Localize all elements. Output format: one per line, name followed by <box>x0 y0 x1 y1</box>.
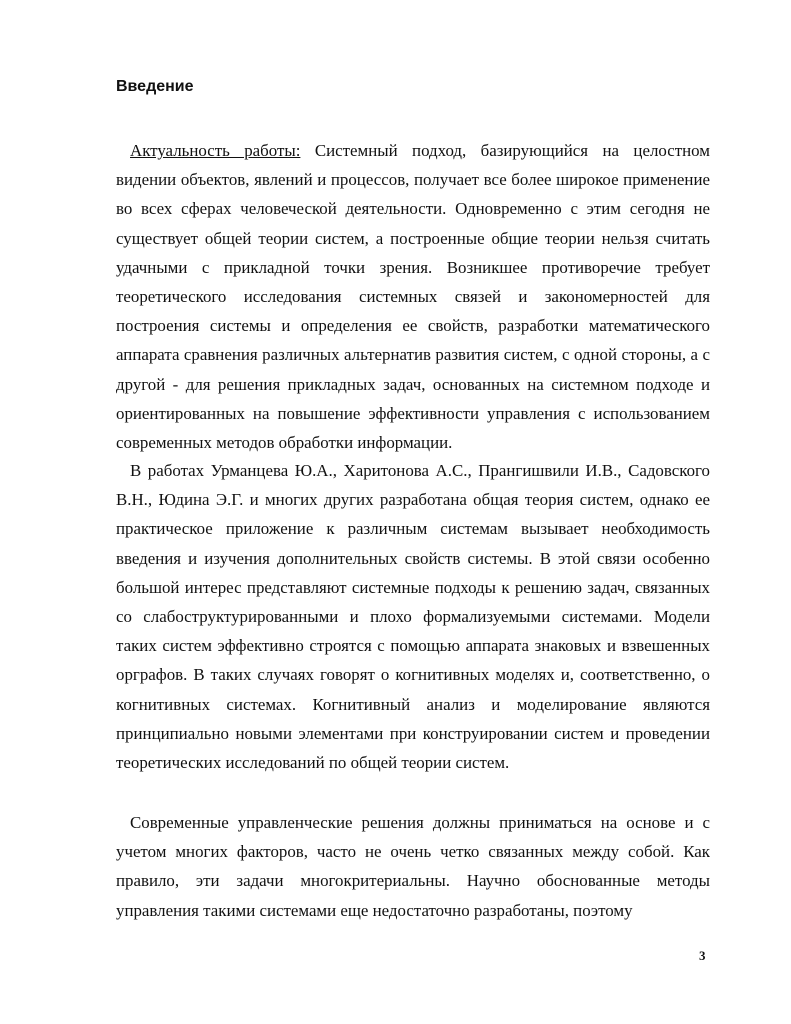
section-heading: Введение <box>116 78 194 95</box>
paragraph-relevance-text: Системный подход, базирующийся на целостном видении объектов, явлений и процессов, получает все более широкое применение во всех сферах человеческой деятельности. Одновременно с этим сегодня не существует общей теории систем, а построенные общие теории нельзя считать удачными с прикладной точки зрения. Возникшее противоречие требует теоретического исследования системных связей и закономерностей для построения системы и определения ее свойств, разработки математического аппарата сравнения различных альтернатив развития систем, с одной стороны, а с другой - для решения прикладных задач, основанных на системном подходе и ориентированных на повышение эффективности управления с использованием современных методов обработки информации. <box>116 141 710 453</box>
paragraph-management <box>116 808 710 925</box>
paragraph-general-theory <box>116 456 710 777</box>
relevance-label: Актуальность работы: <box>130 141 301 160</box>
paragraph-general-theory-text: В работах Урманцева Ю.А., Харитонова А.С., Прангишвили И.В., Садовского В.Н., Юдина Э.Г. и многих других разработана общая теория систем, однако ее практическое приложение к различным системам вызывает необходимость введения и изучения дополнительных свойств системы. В этой связи особенно большой интерес представляют системные подходы к решению задач, связанных со слабоструктурированными и плохо формализуемыми системами. Модели таких систем эффективно строятся с помощью аппарата знаковых и взвешенных орграфов. В таких случаях говорят о когнитивных моделях и, соответственно, о когнитивных системах. Когнитивный анализ и моделирование являются принципиально новыми элементами при конструировании систем и проведении теоретических исследований по общей теории систем. <box>116 461 710 773</box>
page-number: 3 <box>699 948 706 963</box>
paragraph-management-text: Современные управленческие решения должны приниматься на основе и с учетом многих факторов, часто не очень четко связанных между собой. Как правило, эти задачи многокритериальны. Научно обоснованные методы управления такими системами еще недостаточно разработаны, поэтому <box>116 813 710 920</box>
paragraph-relevance <box>116 136 710 457</box>
